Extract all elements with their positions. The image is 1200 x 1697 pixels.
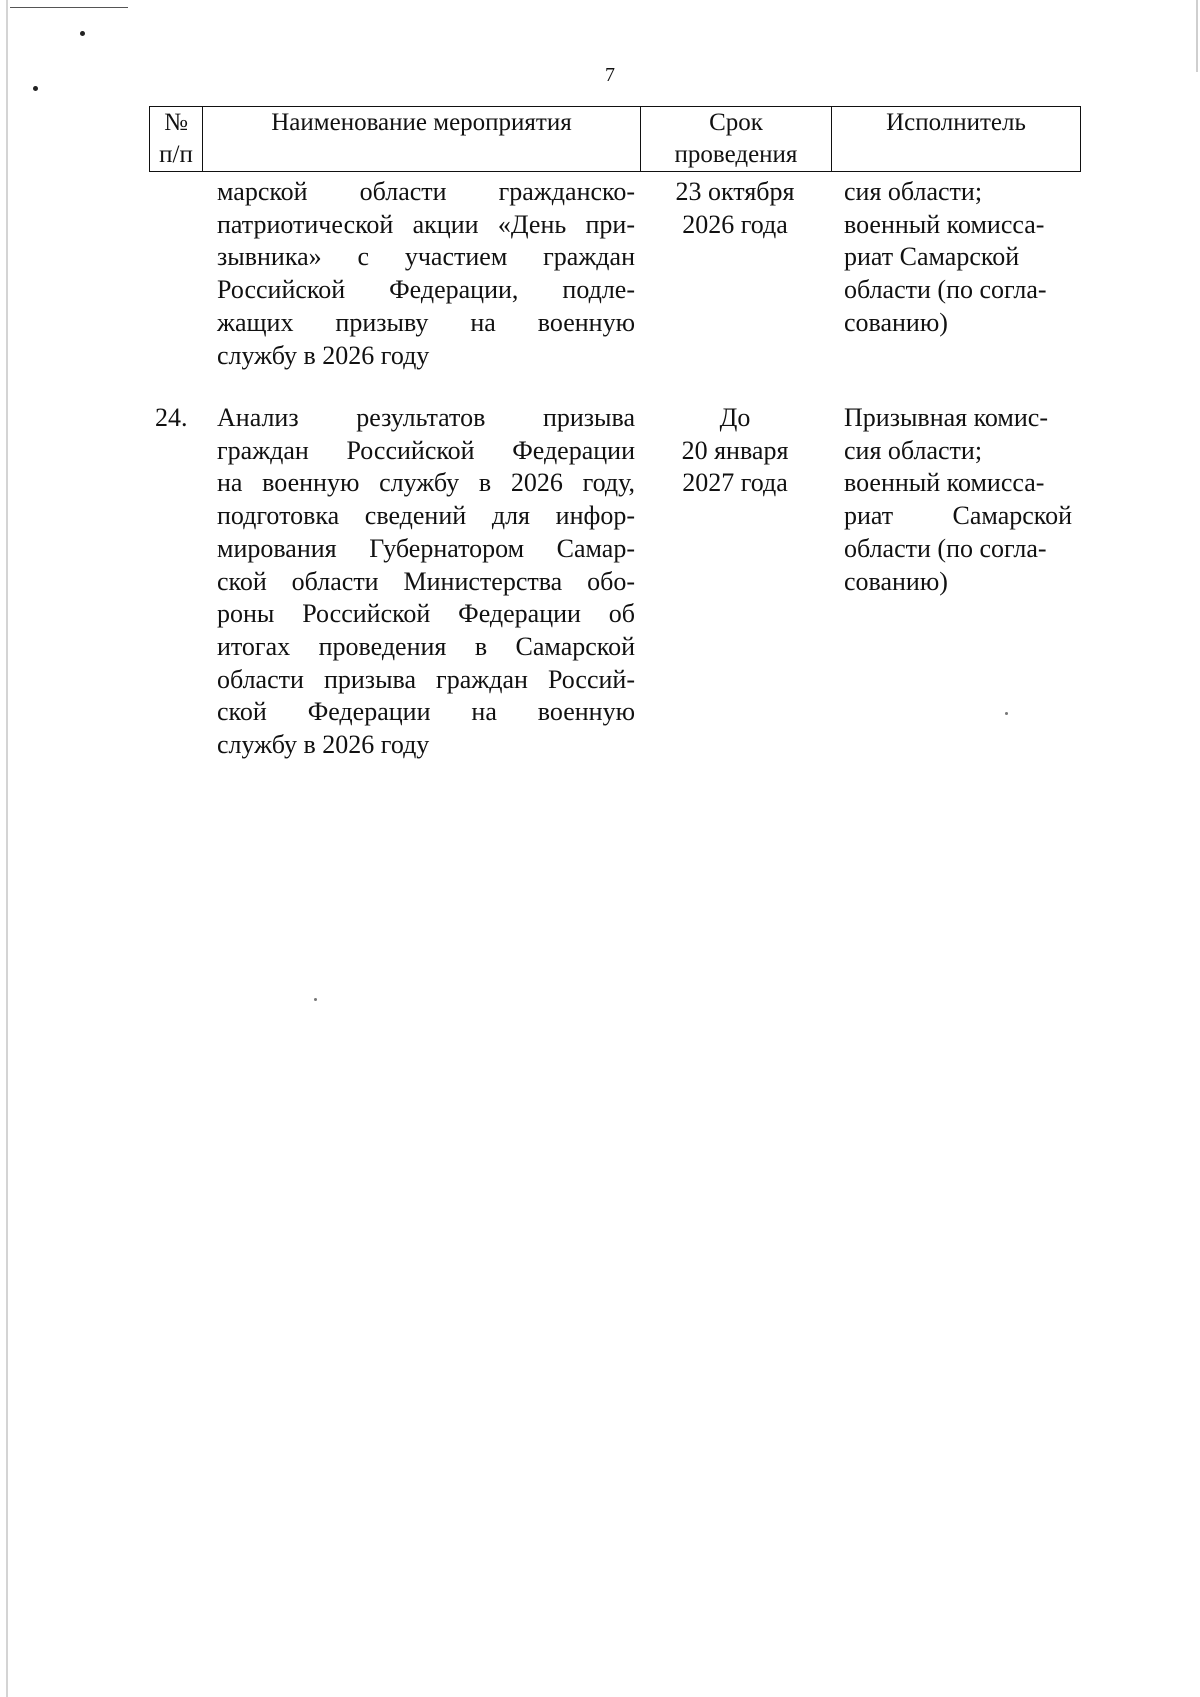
term-line: 20 января [681, 435, 789, 465]
header-number-line: № [164, 109, 188, 136]
name-line: подготовка сведений для инфор- [217, 501, 635, 531]
executor-line: Призывная комис- [844, 403, 1049, 432]
name-line: Анализ результатов призыва [217, 403, 635, 432]
term-line: 23 октября [675, 177, 795, 206]
term-line: 2026 года [682, 209, 788, 239]
scan-edge-left [6, 0, 8, 1697]
row-number: 24. [155, 403, 188, 432]
executor-line: сованию) [844, 307, 948, 337]
scan-speck [33, 86, 38, 91]
name-line: службу в 2026 году [217, 730, 430, 760]
name-line: мирования Губернатором Самар- [217, 533, 635, 563]
scan-edge-right [1196, 0, 1198, 72]
page-number: 7 [605, 64, 615, 86]
scan-mark-top [10, 7, 128, 8]
name-line: ской Федерации на военную [217, 697, 635, 727]
term-line: До [719, 403, 751, 432]
row-term [650, 402, 820, 500]
name-line: Российской Федерации, подле- [217, 275, 635, 305]
name-line: зывника» с участием граждан [217, 242, 635, 272]
row-name [217, 402, 635, 762]
executor-line: риат Самарской [844, 242, 1020, 272]
row-term [650, 176, 820, 241]
row-name [217, 176, 635, 372]
header-term-line: проведения [674, 141, 798, 168]
name-line: ской области Министерства обо- [217, 566, 635, 596]
executor-line: сия области; [844, 177, 983, 206]
header-executor-line: Исполнитель [886, 109, 1026, 136]
scan-speck [80, 31, 85, 36]
name-line: граждан Российской Федерации [217, 435, 635, 465]
name-line: службу в 2026 году [217, 340, 430, 370]
header-number [150, 107, 203, 172]
name-line: на военную службу в 2026 году, [217, 468, 635, 498]
executor-line: области (по согла- [844, 275, 1047, 305]
name-line: марской области гражданско- [217, 177, 635, 206]
header-term-line: Срок [709, 109, 763, 136]
row-executor [844, 402, 1072, 598]
name-line: области призыва граждан Россий- [217, 664, 635, 694]
executor-line: военный комисса- [844, 209, 1045, 239]
executor-line: области (по согла- [844, 533, 1047, 563]
name-line: жащих призыву на военную [217, 307, 635, 337]
header-executor [832, 107, 1081, 172]
name-line: роны Российской Федерации об [217, 599, 635, 629]
scan-speck [1005, 712, 1008, 715]
name-line: итогах проведения в Самарской [217, 631, 635, 661]
header-number-line: п/п [159, 141, 193, 168]
name-line: патриотической акции «День при- [217, 209, 635, 239]
header-term [641, 107, 832, 172]
row-executor [844, 176, 1072, 340]
executor-line: военный комисса- [844, 468, 1045, 498]
header-name [203, 107, 641, 172]
scan-speck [314, 998, 317, 1001]
term-line: 2027 года [682, 468, 788, 498]
executor-line: риат Самарской [844, 501, 1072, 531]
header-name-line: Наименование мероприятия [271, 109, 572, 136]
executor-line: сованию) [844, 566, 948, 596]
executor-line: сия области; [844, 435, 983, 465]
table-header [149, 106, 1081, 172]
